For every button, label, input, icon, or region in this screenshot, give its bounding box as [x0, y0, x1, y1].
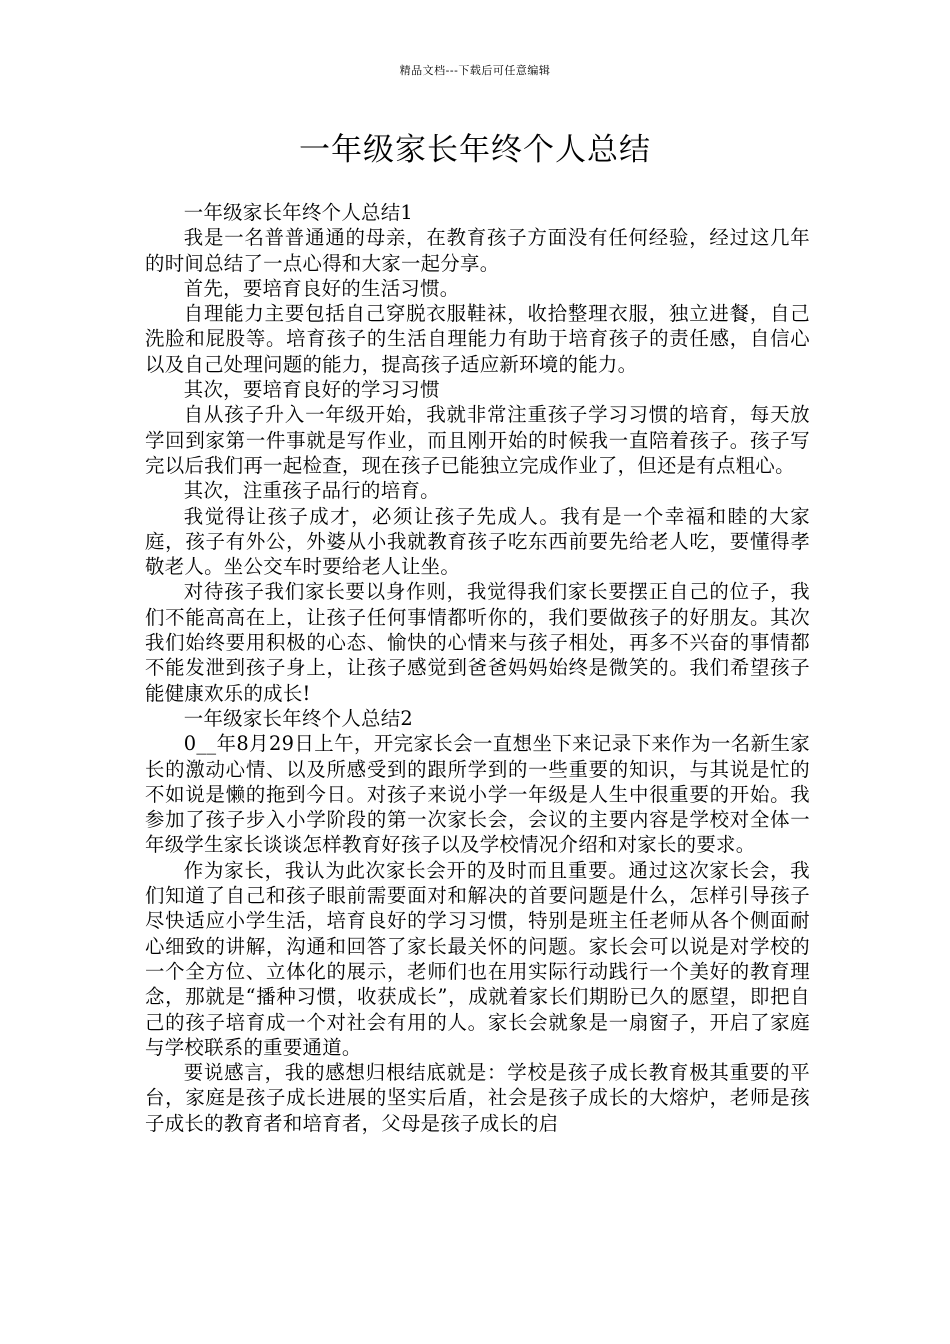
paragraph: 作为家长，我认为此次家长会开的及时而且重要。通过这次家长会，我们知道了自己和孩子眼前需要面对和解决的首要问题是什么，怎样引导孩子尽快适应小学生活，培育良好的学习习惯，特别是班主任老师从各个侧面耐心细致的讲解，沟通和回答了家长最关怀的问题。家长会可以说是对学校的一个全方位、立体化的展示，老师们也在用实际行动践行一个美好的教育理念，那就是“播种习惯，收获成长”，成就着家长们期盼已久的愿望，即把自己的孩子培育成一个对社会有用的人。家长会就象是一扇窗子，开启了家庭与学校联系的重要通道。 — [145, 858, 810, 1059]
paragraph: 要说感言，我的感想归根结底就是：学校是孩子成长教育极其重要的平台，家庭是孩子成长进展的坚实后盾，社会是孩子成长的大熔炉，老师是孩子成长的教育者和培育者，父母是孩子成长的启 — [145, 1061, 810, 1135]
paragraph: 其次，注重孩子品行的培育。 — [183, 479, 440, 503]
paragraph: 我觉得让孩子成才，必须让孩子先成人。我有是一个幸福和睦的大家庭，孩子有外公，外婆从小我就教育孩子吃东西前要先给老人吃，要懂得孝敬老人。坐公交车时要给老人让坐。 — [145, 504, 810, 579]
paragraph: 自从孩子升入一年级开始，我就非常注重孩子学习习惯的培育，每天放学回到家第一件事就是写作业，而且刚开始的时候我一直陪着孩子。孩子写完以后我们再一起检查，现在孩子已能独立完成作业了，但还是有点粗心。 — [145, 403, 810, 477]
paragraph: 对待孩子我们家长要以身作则，我觉得我们家长要摆正自己的位子，我们不能高高在上，让孩子任何事情都听你的，我们要做孩子的好朋友。其次我们始终要用积极的心态、愉快的心情来与孩子相处，再多不兴奋的事情都不能发泄到孩子身上，让孩子感觉到爸爸妈妈始终是微笑的。我们希望孩子能健康欢乐的成长! — [145, 580, 810, 705]
paragraph: 我是一名普普通通的母亲，在教育孩子方面没有任何经验，经过这几年的时间总结了一点心得和大家一起分享。 — [145, 226, 810, 275]
document-body — [145, 200, 810, 1136]
section-heading-2: 一年级家长年终个人总结2 — [183, 706, 414, 730]
page-header: 精品文档---下载后可任意编辑 — [399, 64, 551, 77]
section-heading-1: 一年级家长年终个人总结1 — [183, 201, 414, 224]
document-title: 一年级家长年终个人总结 — [299, 132, 651, 168]
paragraph: 0__年8月29日上午，开完家长会一直想坐下来记录下来作为一名新生家长的激动心情、以及所感受到的跟所学到的一些重要的知识，与其说是忙的不如说是懒的拖到今日。对孩子来说小学一年级是人生中很重要的开始。我参加了孩子步入小学阶段的第一次家长会，会议的主要内容是学校对全体一年级学生家长谈谈怎样教育好孩子以及学校情况介绍和对家长的要求。 — [145, 732, 810, 857]
paragraph: 其次，要培育良好的学习习惯 — [183, 378, 440, 402]
paragraph: 首先，要培育良好的生活习惯。 — [183, 276, 460, 300]
paragraph: 自理能力主要包括自己穿脱衣服鞋袜，收拾整理衣服，独立进餐，自己洗脸和屁股等。培育孩子的生活自理能力有助于培育孩子的责任感，自信心以及自己处理问题的能力，提高孩子适应新环境的能力。 — [145, 302, 810, 376]
